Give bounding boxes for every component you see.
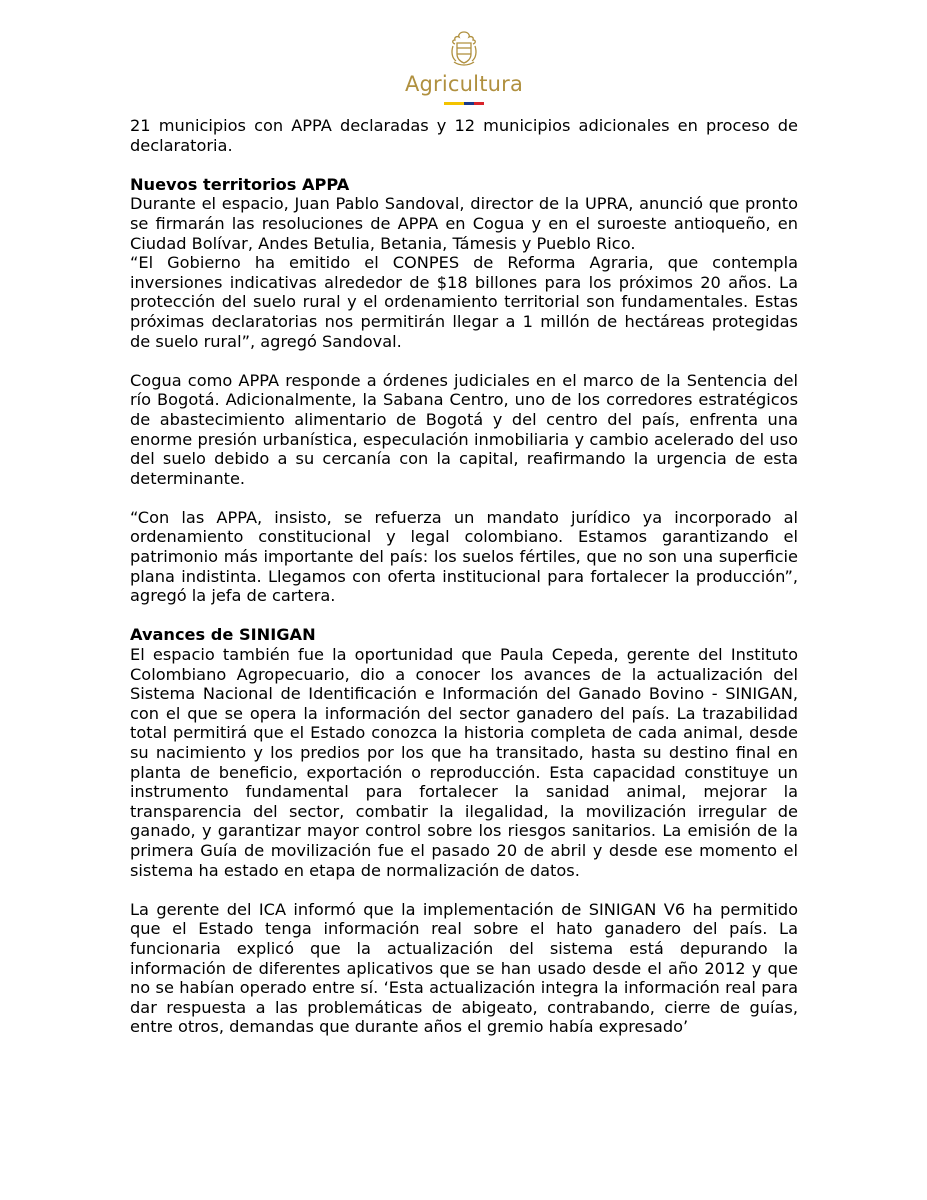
paragraph: Cogua como APPA responde a órdenes judiciales en el marco de la Sentencia del río Bogotá. Adicionalmente, la Sabana Centro, uno de los corredores estratégicos de abastecimiento alimentario de Bogotá y del centro del país, enfrenta una enorme presión urbanística, especulación inmobiliaria y cambio acelerado del uso del suelo debido a su cercanía con la capital, reafirmando la urgencia de esta determinante. bbox=[130, 370, 798, 488]
paragraph: “El Gobierno ha emitido el CONPES de Reforma Agraria, que contempla inversiones indicativas alrededor de $18 billones para los próximos 20 años. La protección del suelo rural y el ordenamiento territorial son fundamentales. Estas próximas declaratorias nos permitirán llegar a 1 millón de hectáreas protegidas de suelo rural”, agregó Sandoval. bbox=[130, 253, 798, 351]
flag-stripe bbox=[444, 102, 484, 105]
page-header bbox=[0, 28, 927, 108]
flag-yellow bbox=[444, 102, 464, 105]
flag-blue bbox=[464, 102, 474, 105]
section-heading-avances-sinigan: Avances de SINIGAN bbox=[130, 625, 316, 645]
document-body bbox=[130, 116, 798, 1057]
paragraph: “Con las APPA, insisto, se refuerza un mandato jurídico ya incorporado al ordenamiento constitucional y legal colombiano. Estamos garantizando el patrimonio más importante del país: los suelos fértiles, que no son una superficie plana indistinta. Llegamos con oferta institucional para fortalecer la producción”, agregó la jefa de cartera. bbox=[130, 507, 798, 606]
paragraph: El espacio también fue la oportunidad que Paula Cepeda, gerente del Instituto Colombiano Agropecuario, dio a conocer los avances de la actualización del Sistema Nacional de Identificación e Información del Ganado Bovino - SINIGAN, con el que se opera la información del sector ganadero del país. La trazabilidad total permitirá que el Estado conozca la historia completa de cada animal, desde su nacimiento y los predios por los que ha transitado, hasta su destino final en planta de beneficio, exportación o reproducción. Esta capacidad constituye un instrumento fundamental para fortalecer la sanidad animal, mejorar la transparencia del sector, combatir la ilegalidad, la movilización irregular de ganado, y garantizar mayor control sobre los riesgos sanitarios. La emisión de la primera Guía de movilización fue el pasado 20 de abril y desde ese momento el sistema ha estado en etapa de normalización de datos. bbox=[130, 645, 798, 880]
colombia-coat-of-arms-icon bbox=[444, 28, 484, 68]
paragraph: La gerente del ICA informó que la implementación de SINIGAN V6 ha permitido que el Estado tenga información real sobre el hato ganadero del país. La funcionaria explicó que la actualización del sistema está depurando la información de diferentes aplicativos que se han usado desde el año 2012 y que no se habían operado entre sí. ‘Esta actualización integra la información real para dar respuesta a las problemáticas de abigeato, contrabando, cierre de guías, entre otros, demandas que durante años el gremio había expresado’ bbox=[130, 899, 798, 1037]
intro-paragraph: 21 municipios con APPA declaradas y 12 municipios adicionales en proceso de declaratoria. bbox=[130, 116, 798, 155]
paragraph: Durante el espacio, Juan Pablo Sandoval, director de la UPRA, anunció que pronto se firmarán las resoluciones de APPA en Cogua y en el suroeste antioqueño, en Ciudad Bolívar, Andes Betulia, Betania, Támesis y Pueblo Rico. bbox=[130, 194, 798, 253]
brand-name: Agricultura bbox=[404, 72, 524, 96]
flag-red bbox=[474, 102, 484, 105]
section-heading-nuevos-territorios: Nuevos territorios APPA bbox=[130, 174, 350, 194]
